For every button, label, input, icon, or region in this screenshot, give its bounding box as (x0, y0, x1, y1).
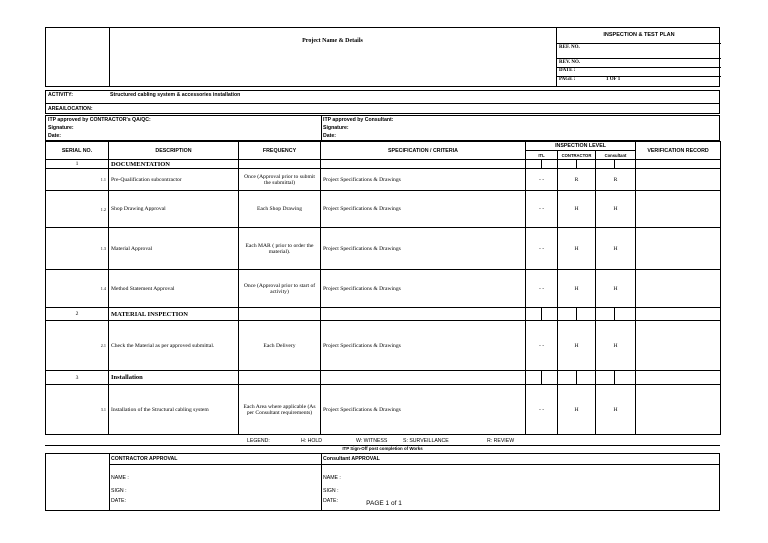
item-spec: Project Specifications & Drawings (321, 228, 526, 270)
item-consultant: H (596, 321, 636, 371)
item-no: 1.4 (46, 270, 109, 308)
project-name: Project Name & Details (302, 38, 363, 44)
item-consultant: H (596, 385, 636, 435)
item-frequency: Once (Approval prior to submit the submittal) (239, 169, 321, 191)
item-spec: Project Specifications & Drawings (321, 270, 526, 308)
consultant-approval-title: Consultant APPROVAL (323, 456, 380, 462)
table-row (46, 321, 721, 371)
col-frequency: FREQUENCY (239, 142, 321, 160)
item-no: 3.1 (46, 385, 109, 435)
item-description: Installation of the Structural cabling system (109, 385, 239, 435)
table-row (46, 385, 721, 435)
col-contractor: CONTRACTOR (558, 151, 596, 160)
legend-hold: H: HOLD (301, 438, 323, 444)
date-label: DATE : (559, 68, 576, 73)
activity-row (45, 90, 720, 104)
item-description: Material Approval (109, 228, 239, 270)
area-label: AREA/LOCATION: (48, 106, 93, 112)
item-description: Method Statement Approval (109, 270, 239, 308)
legend-label: LEGEND: (247, 438, 270, 444)
consultant-sign-label: SIGN : (323, 488, 339, 494)
col-itl: ITL (526, 151, 558, 160)
itp-table (45, 141, 721, 435)
item-consultant: H (596, 191, 636, 228)
item-description: Check the Material as per approved submittal. (109, 321, 239, 371)
signoff-title: ITP Sign-Off post completion of Works (45, 445, 720, 453)
item-itl: - - (526, 191, 558, 228)
item-frequency: Each Area where applicable (As per Consultant requirements) (239, 385, 321, 435)
item-description: Shop Drawing Approval (109, 191, 239, 228)
item-contractor: H (558, 270, 596, 308)
table-row (46, 228, 721, 270)
item-itl: - - (526, 270, 558, 308)
item-frequency: Each MAR ( prior to order the material). (239, 228, 321, 270)
item-frequency: Once (Approval prior to start of activity) (239, 270, 321, 308)
page-value: 1 OF 1 (606, 77, 621, 82)
item-contractor: H (558, 385, 596, 435)
activity-label: ACTIVITY: (48, 92, 73, 98)
item-itl: - - (526, 321, 558, 371)
item-contractor: H (558, 228, 596, 270)
item-consultant: R (596, 169, 636, 191)
section-title: Installation (109, 371, 239, 385)
section-title: MATERIAL INSPECTION (109, 308, 239, 321)
legend-review: R: REVIEW (487, 438, 515, 444)
item-itl: - - (526, 169, 558, 191)
contractor-signature-label: Signature: (48, 125, 74, 131)
contractor-date-label: Date: (48, 133, 61, 139)
consultant-name-label: NAME : (323, 475, 341, 481)
col-consultant: Consultant (596, 151, 636, 160)
col-description: DESCRIPTION (109, 142, 239, 160)
legend-surveillance: S: SURVEILLANCE (403, 438, 449, 444)
contractor-approved-label: ITP approved by CONTRACTOR's QA/QC: (48, 117, 151, 123)
legend-witness: W: WITNESS (356, 438, 388, 444)
item-consultant: H (596, 228, 636, 270)
table-row (46, 169, 721, 191)
item-contractor: H (558, 191, 596, 228)
item-description: Pre-Qualification subcontractor (109, 169, 239, 191)
legend (45, 438, 720, 445)
area-row (45, 104, 720, 114)
col-verification: VERIFICATION RECORD (636, 142, 721, 160)
item-no: 1.3 (46, 228, 109, 270)
item-no: 1.1 (46, 169, 109, 191)
table-row (46, 270, 721, 308)
section-title: DOCUMENTATION (109, 160, 239, 169)
item-spec: Project Specifications & Drawings (321, 169, 526, 191)
contractor-name-label: NAME : (111, 475, 129, 481)
item-itl: - - (526, 228, 558, 270)
page-label: PAGE : (559, 77, 576, 82)
col-inspection-level: INSPECTION LEVEL (526, 142, 636, 151)
section-row (46, 371, 721, 385)
page-footer: PAGE 1 of 1 (366, 500, 402, 507)
item-frequency: Each Shop Drawing (239, 191, 321, 228)
rev-no-label: REV. NO. (559, 60, 581, 65)
section-row (46, 308, 721, 321)
item-frequency: Each Delivery (239, 321, 321, 371)
item-spec: Project Specifications & Drawings (321, 385, 526, 435)
section-no: 2 (46, 308, 109, 321)
ref-no-label: REF. NO. (559, 45, 580, 50)
item-itl: - - (526, 385, 558, 435)
col-serial: SERIAL NO. (46, 142, 109, 160)
item-consultant: H (596, 270, 636, 308)
itp-approval-row (45, 115, 720, 141)
consultant-date-label: Date: (323, 133, 336, 139)
consultant-date-field-label: DATE: (323, 498, 338, 504)
item-no: 2.1 (46, 321, 109, 371)
section-no: 1 (46, 160, 109, 169)
item-spec: Project Specifications & Drawings (321, 191, 526, 228)
plan-title: INSPECTION & TEST PLAN (603, 32, 675, 38)
consultant-approved-label: ITP approved by Consultant: (323, 117, 394, 123)
document-header (45, 27, 720, 87)
consultant-signature-label: Signature: (323, 125, 349, 131)
activity-value: Structured cabling system & accessories installation (110, 92, 241, 98)
item-contractor: R (558, 169, 596, 191)
item-spec: Project Specifications & Drawings (321, 321, 526, 371)
item-contractor: H (558, 321, 596, 371)
section-row (46, 160, 721, 169)
item-no: 1.2 (46, 191, 109, 228)
table-row (46, 191, 721, 228)
section-no: 3 (46, 371, 109, 385)
col-specification: SPECIFICATION / CRITERIA (321, 142, 526, 160)
contractor-date-field-label: DATE: (111, 498, 126, 504)
contractor-approval-title: CONTRACTOR APPROVAL (111, 456, 178, 462)
contractor-sign-label: SIGN : (111, 488, 127, 494)
